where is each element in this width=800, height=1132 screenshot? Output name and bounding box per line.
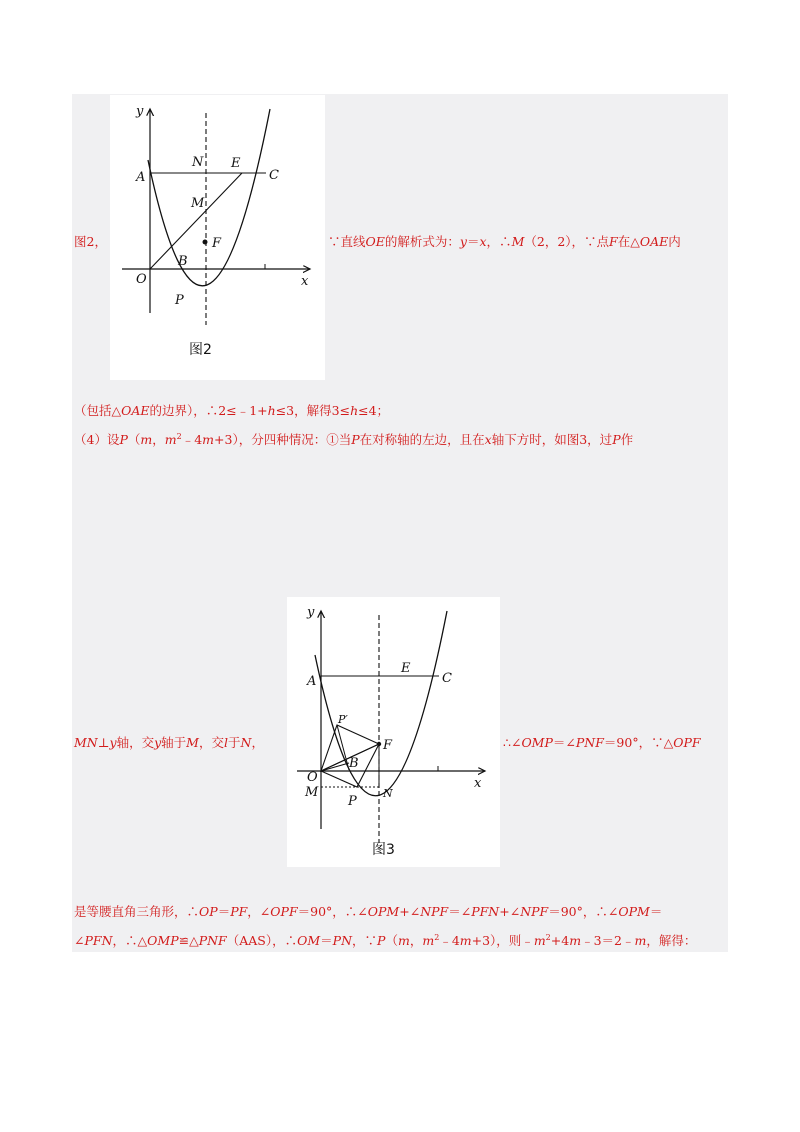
label-F: F (383, 738, 393, 753)
text-span: 在对称轴的左边，且在 (359, 432, 485, 447)
text-span: h (267, 403, 276, 418)
text-span: （包括△ (74, 403, 122, 418)
point-F (203, 240, 208, 245)
figure-2-diagram (110, 95, 325, 380)
text-line-1 (328, 234, 681, 250)
parabola (315, 611, 447, 796)
text-span: ＝90°，∴∠ (297, 904, 368, 919)
label-P: P (175, 293, 184, 308)
label-O: O (307, 770, 318, 785)
text-span: h (350, 403, 359, 418)
text-span: ， (251, 735, 264, 750)
text-span: OAE (121, 403, 150, 418)
text-span: PNF (575, 735, 604, 750)
text-span: 轴下方时，如图3，过 (491, 432, 613, 447)
text-span: x (484, 432, 492, 447)
text-span: ＝90°，∴∠ (548, 904, 619, 919)
text-fig2-ref: 图2， (74, 234, 107, 249)
text-span: m (634, 933, 647, 948)
label-M: M (305, 785, 319, 800)
text-span: +4 (550, 933, 570, 948)
text-span: OAE (639, 234, 669, 249)
text-span: l (224, 735, 228, 750)
label-Pprime: P′ (338, 713, 348, 726)
label-M: M (191, 196, 205, 211)
text-span: P (377, 933, 386, 948)
text-span: ＝∠ (448, 904, 472, 919)
text-span: ＝∠ (552, 735, 576, 750)
text-span: m (569, 933, 582, 948)
text-span: ，∴△ (112, 933, 148, 948)
text-span: （ (127, 432, 141, 447)
text-span: F (609, 234, 618, 249)
text-span: ∴∠ (503, 735, 522, 750)
text-span: M (186, 735, 199, 750)
text-span: y (459, 234, 467, 249)
text-span: ﹣4 (439, 933, 460, 948)
text-span: m (164, 432, 177, 447)
text-span: ，∵ (352, 933, 378, 948)
text-span: +3），则﹣ (471, 933, 534, 948)
text-span: （2，2），∵点 (524, 234, 610, 249)
label-A: A (136, 170, 146, 185)
label-B: B (349, 756, 359, 771)
text-span: （4）设 (74, 432, 120, 447)
text-span: m (459, 933, 472, 948)
text-span: y (154, 735, 162, 750)
text-span: OPF (270, 904, 298, 919)
text-span: m (140, 432, 153, 447)
text-span: OMP (521, 735, 553, 750)
parabola (148, 109, 270, 286)
text-span: 轴于 (161, 735, 187, 750)
text-span: P (351, 432, 360, 447)
text-span: y (109, 735, 117, 750)
label-x: x (301, 274, 309, 289)
text-span: N (240, 735, 252, 750)
text-span: m (422, 933, 435, 948)
text-span: ，解得： (646, 933, 697, 948)
text-span: ≤3，解得3≤ (275, 403, 351, 418)
text-span: PF (230, 904, 248, 919)
text-span: ≌△ (178, 933, 199, 948)
figure-2-caption: 图2 (189, 342, 212, 358)
text-span: 的边界），∴2≤﹣1+ (149, 403, 268, 418)
text-span: M (511, 234, 525, 249)
text-span: ， (152, 432, 165, 447)
figure-3-caption: 图3 (372, 842, 395, 858)
text-span: ⊥ (97, 735, 110, 750)
text-span: OMP (147, 933, 179, 948)
label-y: y (136, 104, 144, 119)
text-line-4-left (74, 735, 264, 751)
text-span: ﹣4 (181, 432, 203, 447)
text-span: 于 (228, 735, 241, 750)
text-span: ，∴ (486, 234, 512, 249)
point-F (377, 742, 381, 746)
segment-OE (150, 173, 242, 269)
text-span: x (479, 234, 487, 249)
figure-3 (287, 597, 500, 867)
label-E: E (401, 661, 411, 676)
label-x: x (474, 776, 482, 791)
label-O: O (136, 272, 147, 287)
label-P: P (348, 794, 357, 809)
text-span: PN (332, 933, 353, 948)
text-span: P (119, 432, 128, 447)
text-line-3 (74, 432, 633, 448)
text-span: OM (297, 933, 321, 948)
text-span: +3），分四种情况：①当 (214, 432, 352, 447)
text-span: 内 (668, 234, 681, 249)
text-span: ﹣3＝2﹣ (581, 933, 635, 948)
label-N: N (383, 787, 393, 800)
text-span: OPM (618, 904, 650, 919)
text-sup: 2 (434, 933, 440, 942)
text-span: OP (199, 904, 218, 919)
text-span: m (533, 933, 546, 948)
text-span: ，交 (198, 735, 224, 750)
text-span: m (202, 432, 215, 447)
text-span: MN (74, 735, 98, 750)
label-y: y (307, 605, 315, 620)
text-span: ＝ (466, 234, 480, 249)
text-span: 在△ (617, 234, 640, 249)
text-sup: 2 (545, 933, 551, 942)
text-span: （ (385, 933, 398, 948)
text-span: 轴，交 (116, 735, 155, 750)
text-span: ∠ (74, 933, 85, 948)
label-A: A (307, 674, 317, 689)
label-N: N (192, 155, 204, 170)
text-span: PFN (471, 904, 500, 919)
text-span: PNF (198, 933, 227, 948)
text-line-1-left (74, 234, 107, 250)
text-line-5 (74, 904, 662, 920)
text-span: ，∠ (247, 904, 271, 919)
text-span: 的解析式为： (384, 234, 460, 249)
text-span: OPF (673, 735, 701, 750)
text-span: NPF (420, 904, 449, 919)
text-span: +∠ (399, 904, 421, 919)
text-line-2 (74, 403, 389, 419)
figure-2 (110, 95, 325, 380)
text-span: ＝ (320, 933, 333, 948)
text-span: 是等腰直角三角形，∴ (74, 904, 200, 919)
text-span: +∠ (499, 904, 521, 919)
label-C: C (442, 671, 452, 686)
text-span: （AAS），∴ (226, 933, 298, 948)
text-span: PFN (84, 933, 113, 948)
text-span: OPM (367, 904, 400, 919)
text-span: ， (409, 933, 423, 948)
text-span: m (397, 933, 410, 948)
text-span: ＝90°，∵△ (603, 735, 674, 750)
text-line-4-right (503, 735, 701, 751)
label-C: C (269, 168, 279, 183)
text-span: ∵直线 (328, 234, 366, 249)
text-span: 作 (620, 432, 634, 447)
text-span: OE (365, 234, 385, 249)
text-span: P (612, 432, 621, 447)
text-span: ＝ (649, 904, 663, 919)
label-E: E (231, 156, 241, 171)
text-span: ＝ (217, 904, 231, 919)
text-span: NPF (520, 904, 549, 919)
text-line-6 (74, 933, 696, 949)
label-B: B (178, 254, 188, 269)
figure-3-diagram (287, 597, 500, 867)
text-span: ≤4； (358, 403, 390, 418)
text-sup: 2 (176, 432, 182, 441)
label-F: F (212, 236, 222, 251)
